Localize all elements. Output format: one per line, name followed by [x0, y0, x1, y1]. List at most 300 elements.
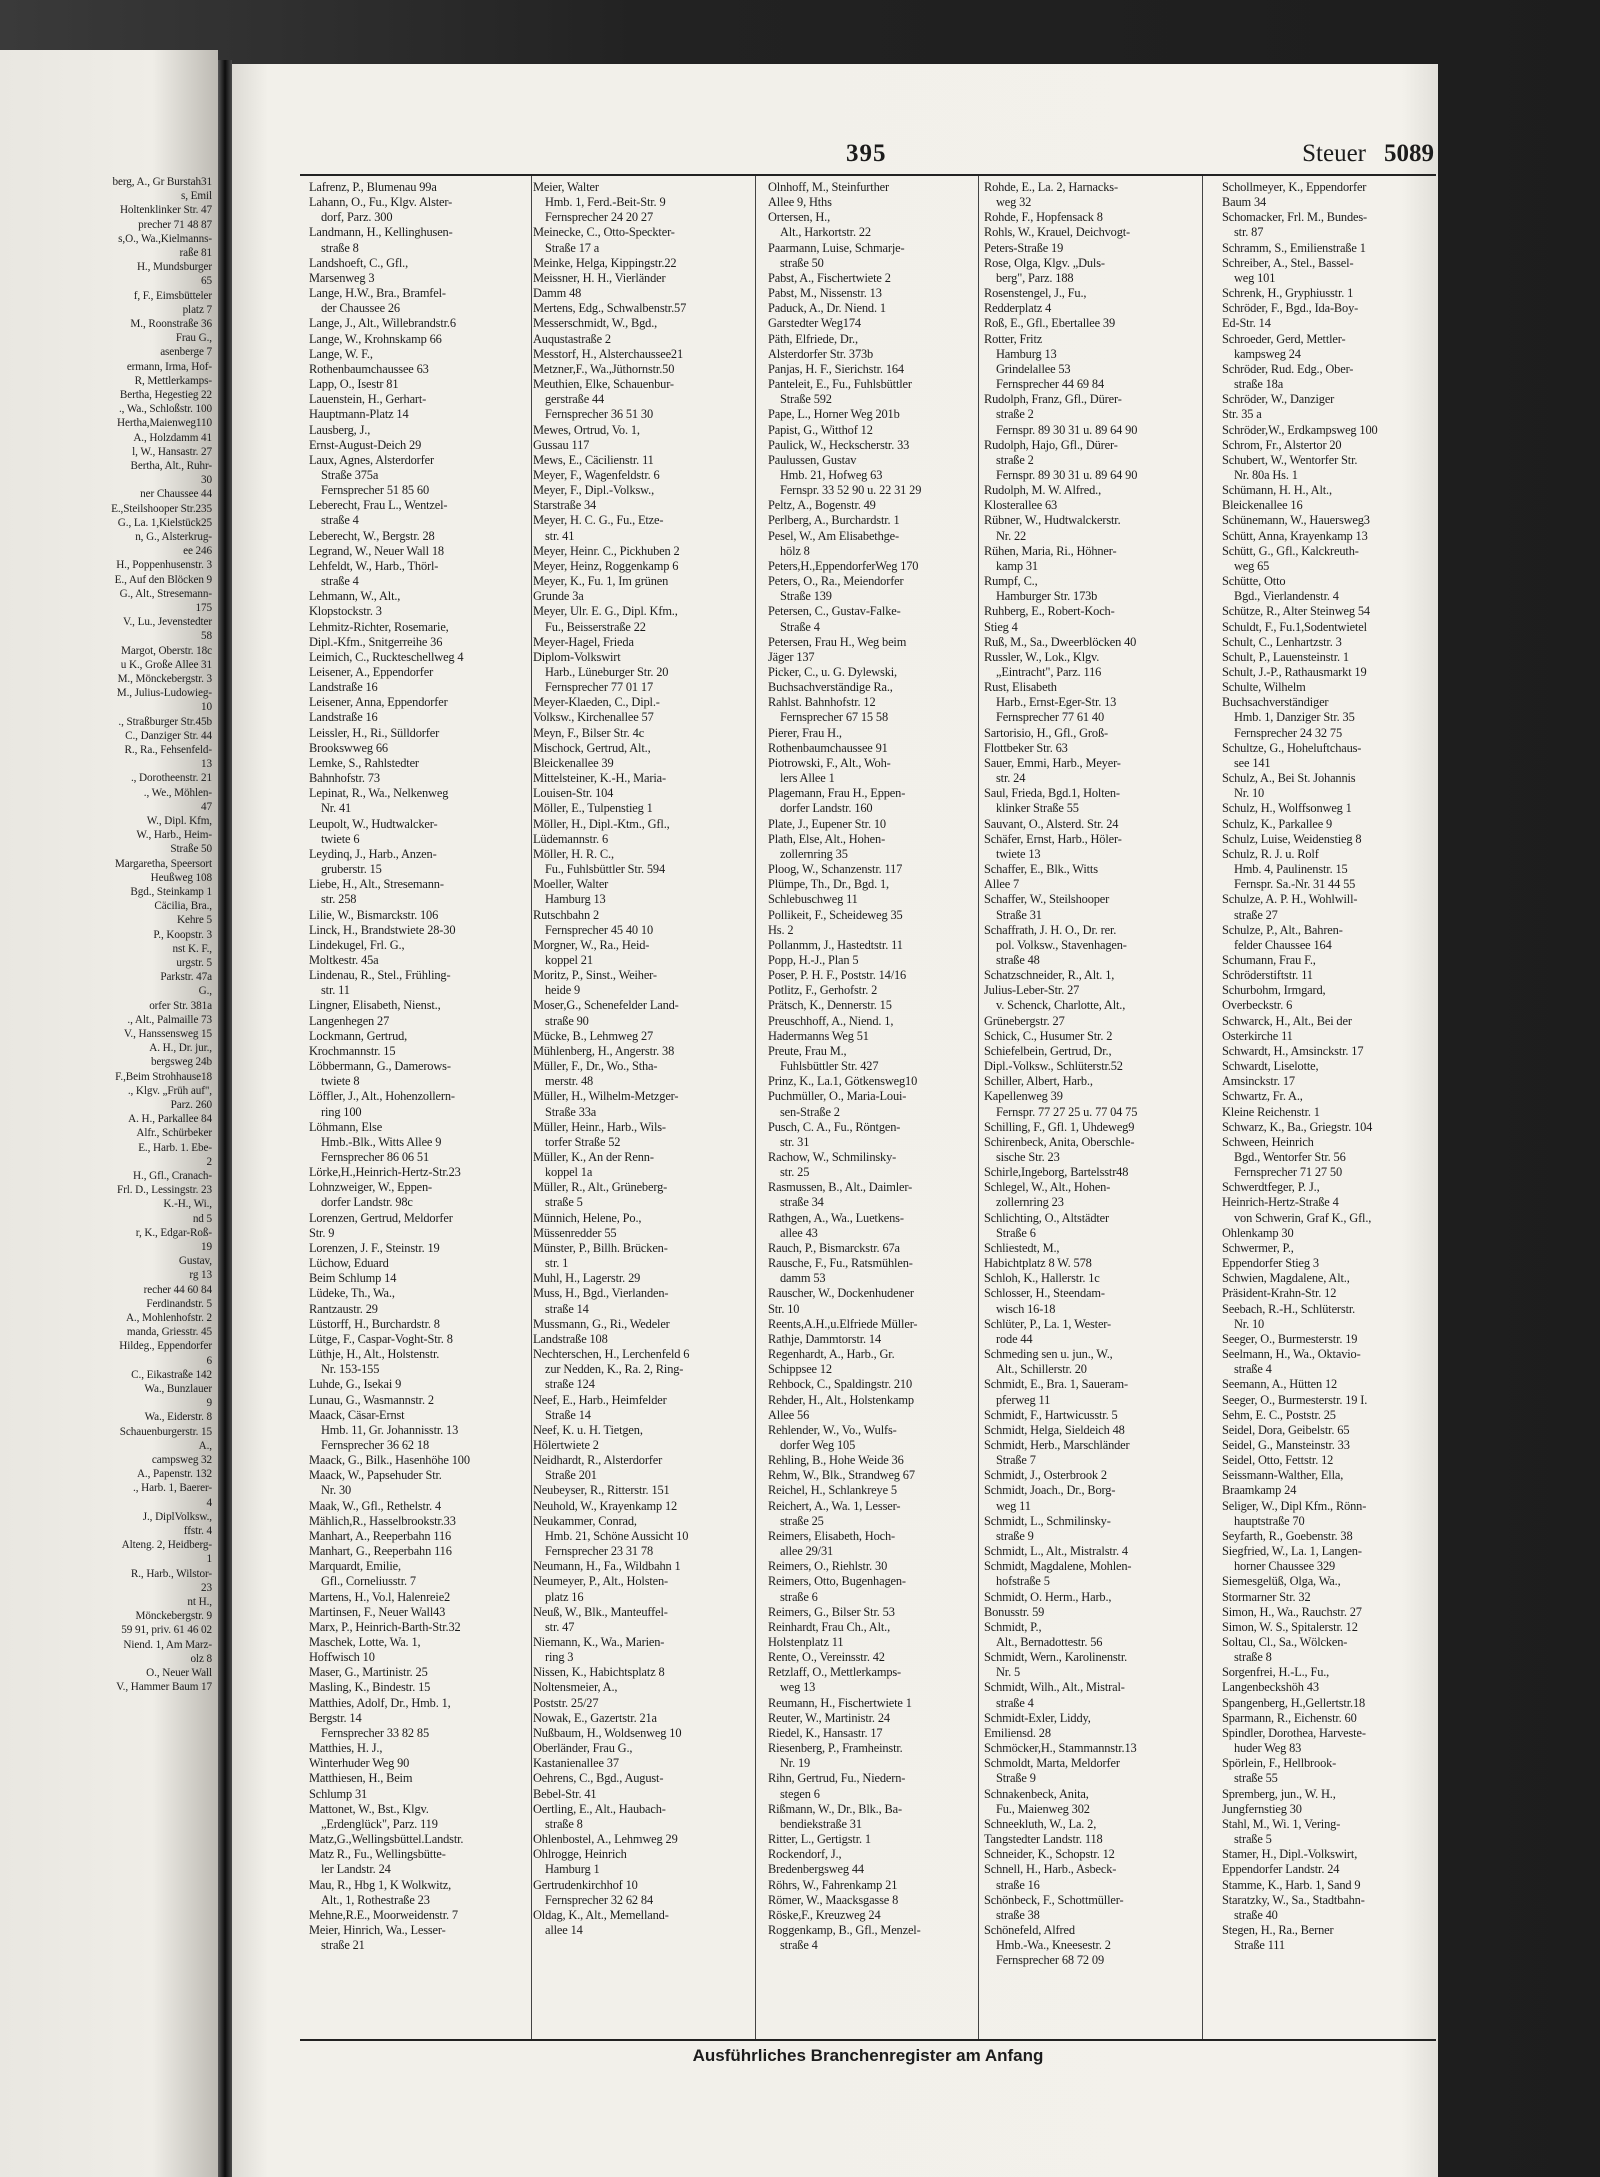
column-divider	[531, 176, 532, 2039]
directory-entry: platz 16	[545, 1589, 584, 1604]
directory-entry: zollernring 35	[780, 846, 848, 861]
directory-entry: Neumeyer, P., Alt., Holsten-	[533, 1574, 669, 1589]
left-page-line: E., Auf den Blöcken 9	[114, 573, 212, 586]
directory-entry: Bleickenallee 16	[1222, 498, 1303, 513]
left-page-line: ermann, Irma, Hof-	[126, 360, 212, 373]
directory-entry: Möller, H., Dipl.-Ktm., Gfl.,	[533, 816, 670, 831]
directory-entry: Möller, E., Tulpenstieg 1	[533, 801, 653, 816]
left-page-line: Alteng. 2, Heidberg-	[121, 1539, 212, 1552]
directory-entry: Sauer, Emmi, Harb., Meyer-	[984, 755, 1121, 770]
left-page-line: nd 5	[192, 1212, 212, 1225]
directory-entry: Schramm, S., Emilienstraße 1	[1222, 240, 1366, 255]
directory-entry: Sorgenfrei, H.-L., Fu.,	[1222, 1665, 1330, 1680]
left-page-line: M., Julius-Ludowieg-	[116, 687, 212, 700]
directory-entry: Lorenzen, Gertrud, Meldorfer	[309, 1210, 453, 1225]
directory-entry: Moser,G., Schenefelder Land-	[533, 998, 679, 1013]
directory-entry: Seemann, A., Hütten 12	[1222, 1377, 1338, 1392]
directory-entry: wisch 16-18	[996, 1301, 1056, 1316]
directory-entry: Schulz, A., Bei St. Johannis	[1222, 771, 1356, 786]
left-page-line: Schauenburgerstr. 15	[119, 1425, 212, 1438]
directory-entry: Hamburg 13	[545, 892, 606, 907]
directory-entry: Meissner, H. H., Vierländer	[533, 270, 666, 285]
directory-entry: Klosterallee 63	[984, 498, 1058, 513]
directory-entry: Lehfeldt, W., Harb., Thörl-	[309, 558, 439, 573]
directory-entry: Prätsch, K., Dennerstr. 15	[768, 998, 892, 1013]
left-page-line: 2	[206, 1155, 212, 1168]
directory-entry: Matthies, Adolf, Dr., Hmb. 1,	[309, 1695, 451, 1710]
left-page-line: Holtenklinker Str. 47	[119, 204, 212, 217]
directory-entry: Russler, W., Lok., Klgv.	[984, 649, 1100, 664]
left-page-line: ., Dorotheenstr. 21	[130, 772, 212, 785]
directory-entry: Meuthien, Elke, Schauenbur-	[533, 377, 674, 392]
directory-entry: Bebel-Str. 41	[533, 1786, 597, 1801]
directory-entry: Plümpe, Th., Dr., Bgd. 1,	[768, 877, 889, 892]
directory-entry: Sehm, E. C., Poststr. 25	[1222, 1407, 1336, 1422]
directory-entry: Panjas, H. F., Sierichstr. 164	[768, 361, 904, 376]
directory-entry: Seeger, O., Burmesterstr. 19 I.	[1222, 1392, 1368, 1407]
directory-entry: Winterhuder Weg 90	[309, 1756, 410, 1771]
directory-entry: Mewes, Ortrud, Vo. 1,	[533, 422, 640, 437]
left-page-line: Hertha,Maienweg110	[116, 417, 212, 430]
directory-entry: Harb., Ernst-Eger-Str. 13	[996, 695, 1117, 710]
directory-entry: Riesenberg, P., Framheinstr.	[768, 1741, 903, 1756]
directory-entry: Mews, E., Cäcilienstr. 11	[533, 452, 654, 467]
directory-entry: Neef, K. u. H. Tietgen,	[533, 1422, 643, 1437]
directory-entry: Hmb. 21, Schöne Aussicht 10	[545, 1528, 689, 1543]
directory-entry: Lindekugel, Frl. G.,	[309, 937, 405, 952]
directory-entry: Hamburg 13	[996, 346, 1057, 361]
directory-entry: Rothenbaumchaussee 91	[768, 740, 888, 755]
left-page-line: ., Straßburger Str.45b	[118, 715, 212, 728]
directory-entry: str. 47	[545, 1619, 575, 1634]
left-page-line: ., Wa., Schloßstr. 100	[118, 403, 212, 416]
directory-entry: Fernspr. 77 27 25 u. 77 04 75	[996, 1104, 1138, 1119]
directory-entry: Schmidt, Herb., Marschländer	[984, 1437, 1130, 1452]
directory-entry: Schirle,Ingeborg, Bartelsstr48	[984, 1165, 1129, 1180]
directory-entry: Schrom, Fr., Alstertor 20	[1222, 437, 1342, 452]
directory-entry: Schrenk, H., Gryphiusstr. 1	[1222, 286, 1354, 301]
directory-entry: Lütge, F., Caspar-Voght-Str. 8	[309, 1331, 453, 1346]
left-page-line: A., Mohlenhofstr. 2	[125, 1312, 212, 1324]
directory-entry: Schwarz, K., Ba., Griegstr. 104	[1222, 1119, 1373, 1134]
directory-entry: merstr. 48	[545, 1074, 594, 1089]
directory-entry: Lilie, W., Bismarckstr. 106	[309, 907, 439, 922]
directory-entry: Schnell, H., Harb., Asbeck-	[984, 1862, 1117, 1877]
directory-entry: Lorenzen, J. F., Steinstr. 19	[309, 1240, 440, 1255]
directory-entry: Alt., Bernadottestr. 56	[996, 1635, 1103, 1649]
directory-entry: Buchsachverständige Ra.,	[768, 680, 893, 695]
directory-entry: Straße 4	[780, 619, 820, 634]
directory-entry: Roggenkamp, B., Gfl., Menzel-	[768, 1922, 921, 1937]
directory-entry: twiete 13	[996, 846, 1041, 861]
directory-entry: „Eintracht", Parz. 116	[996, 665, 1102, 679]
directory-entry: Mücke, B., Lehmweg 27	[533, 1028, 654, 1043]
directory-entry: straße 55	[1234, 1771, 1278, 1786]
left-page-line: Margaretha, Speersort	[114, 857, 212, 870]
directory-entry: Mattonet, W., Bst., Klgv.	[309, 1801, 429, 1816]
directory-entry: Plate, J., Eupener Str. 10	[768, 816, 886, 831]
directory-entry: Krochmannstr. 15	[309, 1043, 396, 1058]
left-page-line: G., Alt., Stresemann-	[119, 587, 212, 600]
left-page-line: O., Neuer Wall	[146, 1667, 212, 1679]
directory-entry: Fuhlsbüttler Str. 427	[780, 1059, 879, 1074]
directory-entry: Seliger, W., Dipl Kfm., Rönn-	[1222, 1498, 1367, 1513]
directory-entry: Kleine Reichenstr. 1	[1222, 1104, 1320, 1119]
left-page-line: ee 246	[183, 545, 212, 558]
directory-entry: Ruß, M., Sa., Dweerblöcken 40	[984, 634, 1137, 649]
directory-entry: Fernsprecher 86 06 51	[321, 1150, 429, 1164]
directory-entry: Schulz, K., Parkallee 9	[1222, 816, 1333, 831]
directory-entry: Hamburger Str. 173b	[996, 589, 1098, 604]
directory-entry: straße 2	[996, 452, 1034, 467]
directory-entry: Langenhegen 27	[309, 1013, 390, 1028]
left-page-line: E.,Steilshooper Str.235	[111, 502, 212, 515]
directory-entry: Spremberg, jun., W. H.,	[1222, 1786, 1336, 1801]
directory-entry: Str. 35 a	[1222, 407, 1262, 422]
directory-entry: Bredenbergsweg 44	[768, 1862, 864, 1877]
directory-column-4	[984, 180, 1196, 2035]
directory-entry: Muss, H., Bgd., Vierlanden-	[533, 1286, 669, 1301]
directory-entry: Mittelsteiner, K.-H., Maria-	[533, 771, 666, 786]
directory-entry: Fernsprecher 68 72 09	[996, 1953, 1104, 1968]
directory-entry: Pesel, W., Am Elisabethge-	[768, 528, 900, 543]
directory-entry: Rockendorf, J.,	[768, 1847, 842, 1862]
directory-entry: Straße 375a	[321, 467, 379, 482]
left-page-line: A. H., Parkallee 84	[128, 1113, 212, 1126]
left-page-line: Mönckebergstr. 9	[135, 1610, 212, 1623]
directory-entry: Puchmüller, O., Maria-Loui-	[768, 1089, 907, 1104]
directory-entry: damm 53	[780, 1271, 826, 1286]
directory-entry: Schult, J.-P., Rathausmarkt 19	[1222, 665, 1367, 679]
directory-entry: Pusch, C. A., Fu., Röntgen-	[768, 1119, 901, 1134]
column-divider	[1202, 176, 1203, 2039]
directory-entry: lers Allee 1	[780, 771, 835, 786]
directory-entry: Louisen-Str. 104	[533, 786, 614, 801]
directory-entry: Bgd., Vierlandenstr. 4	[1234, 589, 1339, 604]
directory-entry: Schlebuschweg 11	[768, 892, 858, 907]
directory-entry: Rasmussen, B., Alt., Daimler-	[768, 1180, 913, 1195]
directory-entry: twiete 6	[321, 831, 360, 846]
directory-entry: dorfer Landstr. 98c	[321, 1195, 413, 1210]
directory-entry: Fernsprecher 33 82 85	[321, 1725, 429, 1740]
directory-entry: Schulz, Luise, Weidenstieg 8	[1222, 831, 1362, 846]
directory-entry: Meyer, K., Fu. 1, Im grünen	[533, 574, 669, 589]
directory-entry: Kastanienallee 37	[533, 1756, 619, 1771]
directory-entry: Fernsprecher 71 27 50	[1234, 1165, 1342, 1180]
directory-entry: Lange, W. F.,	[309, 346, 373, 361]
directory-entry: Münnich, Helene, Po.,	[533, 1210, 642, 1225]
directory-entry: Habichtplatz 8 W. 578	[984, 1256, 1092, 1271]
left-page-line: rg 13	[189, 1269, 212, 1282]
directory-entry: straße 27	[1234, 907, 1278, 922]
directory-entry: Schaffer, W., Steilshooper	[984, 892, 1110, 907]
directory-entry: Leisener, Anna, Eppendorfer	[309, 695, 448, 710]
directory-entry: sische Str. 23	[996, 1150, 1060, 1164]
directory-entry: Matthies, H. J.,	[309, 1741, 383, 1756]
directory-entry: Liebe, H., Alt., Stresemann-	[309, 877, 444, 892]
directory-entry: Schmidt, P.,	[984, 1619, 1042, 1634]
directory-entry: Riedel, K., Hansastr. 17	[768, 1725, 883, 1740]
directory-entry: Bahnhofstr. 73	[309, 771, 380, 786]
directory-entry: Ernst-August-Deich 29	[309, 437, 422, 452]
directory-entry: Schwerdtfeger, P. J.,	[1222, 1180, 1320, 1195]
directory-entry: Staratzky, W., Sa., Stadtbahn-	[1222, 1892, 1365, 1907]
directory-entry: Ruhberg, E., Robert-Koch-	[984, 604, 1115, 619]
directory-entry: Rust, Elisabeth	[984, 680, 1057, 695]
directory-entry: Dipl.-Volksw., Schlüterstr.52	[984, 1059, 1123, 1074]
directory-entry: Schuldt, F., Fu.1,Sodentwietel	[1222, 619, 1367, 634]
directory-entry: koppel 21	[545, 952, 593, 967]
directory-entry: straße 18a	[1234, 377, 1284, 392]
directory-entry: Schmidt-Exler, Liddy,	[984, 1710, 1091, 1725]
directory-entry: Leberecht, W., Bergstr. 28	[309, 528, 435, 543]
directory-entry: Paarmann, Luise, Schmarje-	[768, 240, 905, 255]
directory-entry: v. Schenck, Charlotte, Alt.,	[996, 998, 1126, 1013]
directory-entry: Niemann, K., Wa., Marien-	[533, 1635, 665, 1649]
directory-entry: Lüdeke, Th., Wa.,	[309, 1286, 395, 1301]
directory-entry: Nr. 22	[996, 528, 1027, 543]
directory-entry: Lüstorff, H., Burchardstr. 8	[309, 1316, 440, 1331]
directory-entry: Straße 9	[996, 1771, 1036, 1786]
directory-entry: Neef, E., Harb., Heimfelder	[533, 1392, 667, 1407]
section-code: 5089	[1384, 140, 1434, 167]
directory-entry: Schütt, Anna, Krayenkamp 13	[1222, 528, 1368, 543]
directory-entry: Päth, Elfriede, Dr.,	[768, 331, 858, 346]
left-page-line: C., Eikastraße 142	[131, 1368, 212, 1381]
directory-entry: Dipl.-Kfm., Snitgerreihe 36	[309, 634, 443, 649]
directory-entry: Lange, W., Krohnskamp 66	[309, 331, 442, 346]
directory-entry: Schmidt, Wilh., Alt., Mistral-	[984, 1680, 1125, 1695]
directory-entry: Lüchow, Eduard	[309, 1256, 389, 1271]
directory-entry: Seissmann-Walther, Ella,	[1222, 1468, 1344, 1483]
directory-entry: Garstedter Weg174	[768, 316, 861, 331]
left-page-line: Frl. D., Lessingstr. 23	[117, 1184, 212, 1197]
directory-entry: Langenbeckshöh 43	[1222, 1680, 1319, 1695]
directory-entry: Klopstockstr. 3	[309, 604, 382, 619]
directory-entry: Rothenbaumchaussee 63	[309, 361, 429, 376]
directory-entry: Schmidt, L., Schmilinsky-	[984, 1513, 1111, 1528]
directory-entry: Mischock, Gertrud, Alt.,	[533, 740, 651, 755]
directory-entry: Siemesgelüß, Olga, Wa.,	[1222, 1574, 1341, 1589]
directory-entry: Fernsprecher 67 15 58	[780, 710, 888, 725]
directory-entry: Nr. 153-155	[321, 1362, 380, 1377]
left-page-line: Bertha, Alt., Ruhr-	[130, 460, 212, 472]
directory-entry: Lauenstein, H., Gerhart-	[309, 392, 427, 407]
directory-entry: der Chaussee 26	[321, 301, 400, 316]
directory-entry: straße 14	[545, 1301, 589, 1316]
directory-entry: Fernspr. 33 52 90 u. 22 31 29	[780, 483, 922, 498]
directory-entry: Alt., Harkortstr. 22	[780, 225, 871, 240]
directory-entry: Mehne,R.E., Moorweidenstr. 7	[309, 1907, 458, 1922]
directory-entry: Rausche, F., Fu., Ratsmühlen-	[768, 1256, 913, 1271]
directory-entry: Prinz, K., La.1, Götkensweg10	[768, 1074, 918, 1089]
directory-entry: Maser, G., Martinistr. 25	[309, 1665, 428, 1680]
left-page-line: urgstr. 5	[176, 957, 212, 969]
left-page-line: nst K. F.,	[172, 942, 212, 955]
directory-entry: Picker, C., u. G. Dylewski,	[768, 665, 897, 679]
directory-entry: Manhart, A., Reeperbahn 116	[309, 1528, 452, 1543]
directory-entry: Soltau, Cl., Sa., Wölcken-	[1222, 1635, 1348, 1649]
directory-entry: Rosenstengel, J., Fu.,	[984, 286, 1087, 301]
directory-entry: Str. 10	[768, 1301, 800, 1316]
directory-entry: hauptstraße 70	[1234, 1513, 1305, 1528]
directory-entry: Ohlrogge, Heinrich	[533, 1847, 627, 1862]
directory-entry: Mählich,R., Hasselbrookstr.33	[309, 1513, 456, 1528]
directory-entry: Meier, Hinrich, Wa., Lesser-	[309, 1922, 446, 1937]
directory-entry: Reichert, A., Wa. 1, Lesser-	[768, 1498, 901, 1513]
directory-entry: Rißmann, W., Dr., Blk., Ba-	[768, 1801, 902, 1816]
directory-entry: Fernspr. 89 30 31 u. 89 64 90	[996, 467, 1138, 482]
directory-entry: Amsinckstr. 17	[1222, 1074, 1295, 1089]
left-page-line: r, K., Edgar-Roß-	[135, 1226, 212, 1239]
directory-entry: Schmeding sen u. jun., W.,	[984, 1347, 1113, 1362]
directory-entry: Schlump 31	[309, 1786, 368, 1801]
directory-entry: Ohlenbostel, A., Lehmweg 29	[533, 1832, 678, 1847]
directory-entry: Schult, C., Lenhartzstr. 3	[1222, 634, 1342, 649]
directory-entry: Messerschmidt, W., Bgd.,	[533, 316, 658, 331]
directory-entry: Lange, H.W., Bra., Bramfel-	[309, 286, 446, 301]
directory-entry: Meyer, H. C. G., Fu., Etze-	[533, 513, 664, 528]
directory-entry: Perlberg, A., Burchardstr. 1	[768, 513, 900, 528]
directory-entry: Schnakenbeck, Anita,	[984, 1786, 1089, 1801]
directory-entry: Landmann, H., Kellinghusen-	[309, 225, 453, 240]
directory-entry: Rauscher, W., Dockenhudener	[768, 1286, 914, 1301]
directory-entry: pferweg 11	[996, 1392, 1051, 1407]
left-page-line: ., Alt., Palmaille 73	[127, 1013, 212, 1026]
page-number: 395	[846, 140, 887, 167]
directory-entry: Oberländer, Frau G.,	[533, 1741, 633, 1756]
left-page-line: 30	[201, 474, 212, 487]
directory-entry: Meyer, F., Wagenfeldstr. 6	[533, 467, 660, 482]
directory-entry: Bleickenallee 39	[533, 755, 614, 770]
directory-entry: Reimers, Otto, Bugenhagen-	[768, 1574, 906, 1589]
directory-entry: Schiefelbein, Gertrud, Dr.,	[984, 1043, 1112, 1058]
left-page-line: Heußweg 108	[150, 871, 212, 884]
directory-entry: Neubeyser, R., Ritterstr. 151	[533, 1483, 670, 1498]
directory-entry: Grünebergstr. 27	[984, 1013, 1065, 1028]
directory-entry: Preuschhoff, A., Niend. 1,	[768, 1013, 894, 1028]
directory-entry: Gertrudenkirchhof 10	[533, 1877, 638, 1892]
directory-entry: straße 4	[1234, 1362, 1272, 1377]
directory-entry: Seidel, Dora, Geibelstr. 65	[1222, 1422, 1350, 1437]
directory-entry: Mertens, Edg., Schwalbenstr.57	[533, 301, 687, 316]
directory-entry: Rehm, W., Blk., Strandweg 67	[768, 1468, 915, 1483]
directory-entry: Möller, H. R. C.,	[533, 846, 614, 861]
directory-entry: Meier, Walter	[533, 180, 599, 194]
directory-entry: Lockmann, Gertrud,	[309, 1028, 408, 1043]
directory-entry: zollernring 23	[996, 1195, 1064, 1210]
directory-entry: Peltz, A., Bogenstr. 49	[768, 498, 876, 513]
left-page-line: recher 44 60 84	[143, 1283, 212, 1296]
left-page-line: 4	[206, 1496, 212, 1509]
left-page-line: bergsweg 24b	[150, 1056, 212, 1069]
directory-entry: Manhart, G., Reeperbahn 116	[309, 1544, 452, 1559]
directory-entry: see 141	[1234, 755, 1271, 770]
directory-entry: Schönefeld, Alfred	[984, 1922, 1075, 1937]
directory-entry: weg 13	[780, 1680, 816, 1695]
directory-entry: Schneekluth, W., La. 2,	[984, 1816, 1097, 1831]
directory-entry: Preute, Frau M.,	[768, 1043, 847, 1058]
footer-rule	[300, 2039, 1436, 2041]
directory-entry: Matz,G.,Wellingsbüttel.Landstr.	[309, 1832, 464, 1847]
directory-entry: straße 9	[996, 1528, 1034, 1543]
directory-entry: Rohls, W., Krauel, Deichvogt-	[984, 225, 1131, 240]
directory-entry: Maak, W., Gfl., Rethelstr. 4	[309, 1498, 442, 1513]
directory-entry: Lüdemannstr. 6	[533, 831, 608, 846]
directory-entry: Rihn, Gertrud, Fu., Niedern-	[768, 1771, 906, 1786]
directory-entry: Hauptmann-Platz 14	[309, 407, 409, 422]
directory-entry: felder Chaussee 164	[1234, 937, 1332, 952]
directory-entry: zur Nedden, K., Ra. 2, Ring-	[545, 1362, 684, 1377]
directory-entry: Hmb. 1, Danziger Str. 35	[1234, 710, 1355, 725]
directory-entry: weg 101	[1234, 270, 1276, 285]
directory-entry: Nr. 80a Hs. 1	[1234, 467, 1298, 482]
directory-entry: Schmidt, Joach., Dr., Borg-	[984, 1483, 1116, 1498]
directory-entry: Landstraße 16	[309, 680, 378, 695]
directory-entry: Schmidt, E., Bra. 1, Saueram-	[984, 1377, 1128, 1392]
directory-entry: Laux, Agnes, Alsterdorfer	[309, 452, 434, 467]
directory-entry: huder Weg 83	[1234, 1741, 1302, 1756]
directory-entry: hofstraße 5	[996, 1574, 1050, 1589]
page-header-right	[1302, 140, 1434, 168]
directory-entry: Allee 56	[768, 1407, 810, 1422]
directory-entry: Sartorisio, H., Gfl., Groß-	[984, 725, 1108, 740]
directory-entry: Hmb. 1, Ferd.-Beit-Str. 9	[545, 195, 666, 210]
directory-entry: Alt., 1, Rothestraße 23	[321, 1892, 430, 1907]
directory-entry: Reinhardt, Frau Ch., Alt.,	[768, 1619, 891, 1634]
directory-entry: Röske,F., Kreuzweg 24	[768, 1907, 881, 1922]
left-page-line: asenberge 7	[160, 346, 212, 359]
directory-entry: Meinecke, C., Otto-Speckter-	[533, 225, 675, 240]
directory-entry: Sauvant, O., Alsterd. Str. 24	[984, 816, 1119, 831]
directory-entry: berg", Parz. 188	[996, 270, 1074, 285]
directory-entry: Peters-Straße 19	[984, 240, 1064, 255]
directory-entry: Schulze, P., Alt., Bahren-	[1222, 922, 1343, 937]
left-page-line: platz 7	[182, 303, 212, 316]
directory-entry: Tangstedter Landstr. 118	[984, 1832, 1103, 1847]
directory-entry: Seelmann, H., Wa., Oktavio-	[1222, 1347, 1361, 1362]
directory-entry: Damm 48	[533, 286, 582, 301]
directory-entry: straße 90	[545, 1013, 589, 1028]
directory-entry: Baum 34	[1222, 195, 1267, 210]
left-page-line: Cäcilia, Bra.,	[154, 900, 212, 913]
directory-entry: Schwardt, Liselotte,	[1222, 1059, 1319, 1074]
directory-entry: Harb., Lüneburger Str. 20	[545, 665, 669, 679]
directory-entry: Str. 9	[309, 1225, 335, 1240]
directory-entry: str. 258	[321, 892, 357, 907]
directory-entry: Panteleit, E., Fu., Fuhlsbüttler	[768, 377, 912, 392]
directory-entry: Martinsen, F., Neuer Wall43	[309, 1604, 446, 1619]
left-page-line: Parz. 260	[170, 1099, 212, 1111]
directory-entry: Straße 14	[545, 1407, 591, 1422]
directory-entry: Fernsprecher 51 85 60	[321, 483, 429, 498]
directory-entry: Lingner, Elisabeth, Nienst.,	[309, 998, 441, 1013]
left-page-line: V., Hanssensweg 15	[123, 1028, 212, 1040]
directory-entry: Röhrs, W., Fahrenkamp 21	[768, 1877, 898, 1892]
left-page-line: Frau G.,	[175, 332, 212, 345]
directory-entry: Straße 201	[545, 1468, 597, 1483]
directory-entry: Löbbermann, G., Damerows-	[309, 1059, 451, 1074]
left-page-line: 59 91, priv. 61 46 02	[121, 1624, 212, 1637]
directory-entry: Fernsprecher 44 69 84	[996, 377, 1104, 392]
directory-entry: Stahl, M., Wi. 1, Vering-	[1222, 1816, 1341, 1831]
directory-entry: Schulz, R. J. u. Rolf	[1222, 846, 1319, 861]
left-page-line: manda, Griesstr. 45	[126, 1326, 212, 1339]
directory-entry: Schubert, W., Wentorfer Str.	[1222, 452, 1358, 467]
directory-entry: Rehlender, W., Vo., Wulfs-	[768, 1422, 897, 1437]
directory-entry: Marquardt, Emilie,	[309, 1559, 401, 1574]
directory-entry: str. 31	[780, 1134, 810, 1149]
